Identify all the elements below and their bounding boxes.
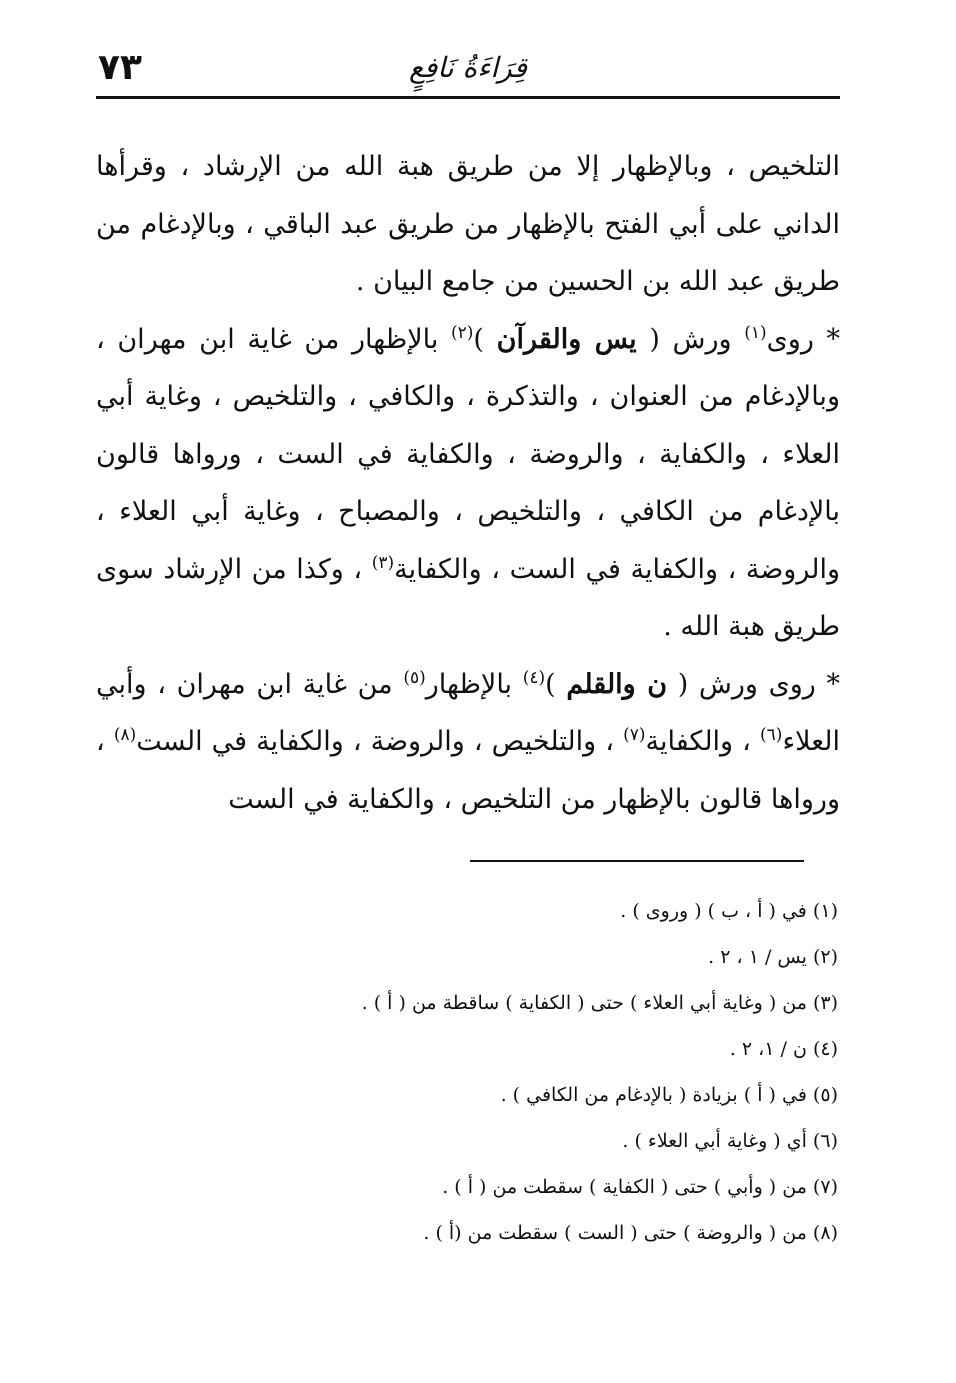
page-header	[96, 44, 840, 96]
footnote-ref-8: (٨)	[113, 725, 137, 745]
main-text	[96, 138, 840, 828]
paragraph-2: * روى$^{(١)}$ ورش ( يس والقرآن )$^{(٢)}$ بالإظهار من غاية ابن مهران ، وبالإدغام من العنوان ، والتذكرة ، والكافي ، والتلخيص ، وغاية أبي العلاء ، والكفاية ، والروضة ، والكفاية في الست ، ورواها قالون بالإدغام من الكافي ، والتلخيص ، والمصباح ، وغاية أبي العلاء ، والروضة ، والكفاية في الست ، والكفاية$^{(٣)}$ ، وكذا من الإرشاد سوى طريق هبة الله .	[96, 322, 841, 642]
footnote-separator	[470, 860, 804, 862]
quoted-surah: ن والقلم	[566, 668, 668, 700]
footnote-6: (٦) أي ( وغاية أبي العلاء ) .	[622, 1130, 838, 1152]
quoted-surah: يس والقرآن	[496, 323, 637, 355]
footnote-ref-3: (٣)	[371, 552, 395, 573]
footnote-8: (٨) من ( والروضة ) حتى ( الست ) سقطت من (أ ) .	[423, 1222, 838, 1244]
running-head-title: قِرَاءَةُ نَافِعٍ	[409, 51, 527, 84]
page-number: ٧٣	[98, 47, 142, 88]
footnote-3: (٣) من ( وغاية أبي العلاء ) حتى ( الكفاية ) ساقطة من ( أ ) .	[361, 992, 838, 1014]
footnote-ref-2: (٢)	[451, 322, 474, 343]
footnote-ref-1: (١)	[744, 322, 767, 343]
footnote-1: (١) في ( أ ، ب ) ( وروى ) .	[620, 900, 838, 922]
footnotes-list	[300, 888, 838, 1256]
footnote-ref-7: (٧)	[623, 725, 646, 745]
footnote-4: (٤) ن / ١، ٢ .	[729, 1038, 838, 1060]
footnote-ref-4: (٤)	[522, 667, 546, 688]
footnote-ref-5: (٥)	[403, 667, 426, 688]
header-rule	[96, 96, 840, 99]
paragraph-3: * روى ورش ( ن والقلم )$^{(٤)}$ بالإظهار$^{(٥)}$ من غاية ابن مهران ، وأبي العلاء$^{(٦)}$ ، والكفاية$^{(٧)}$ ، والتلخيص ، والروضة ، والكفاية في الست$^{(٨)}$ ، ورواها قالون بالإظهار من التلخيص ، والكفاية في الست	[96, 667, 840, 815]
footnote-2: (٢) يس / ١ ، ٢ .	[708, 946, 838, 968]
footnote-7: (٧) من ( وأبي ) حتى ( الكفاية ) سقطت من ( أ ) .	[442, 1176, 838, 1198]
star-mark: *	[826, 668, 840, 700]
star-mark: *	[826, 323, 841, 355]
paragraph-1: التلخيص ، وبالإظهار إلا من طريق هبة الله من الإرشاد ، وقرأها الداني على أبي الفتح بالإظهار من طريق عبد الباقي ، وبالإدغام من طريق عبد الله بن الحسين من جامع البيان .	[96, 151, 840, 297]
footnote-ref-6: (٦)	[760, 725, 783, 745]
footnote-5: (٥) في ( أ ) بزيادة ( بالإدغام من الكافي ) .	[500, 1084, 838, 1106]
